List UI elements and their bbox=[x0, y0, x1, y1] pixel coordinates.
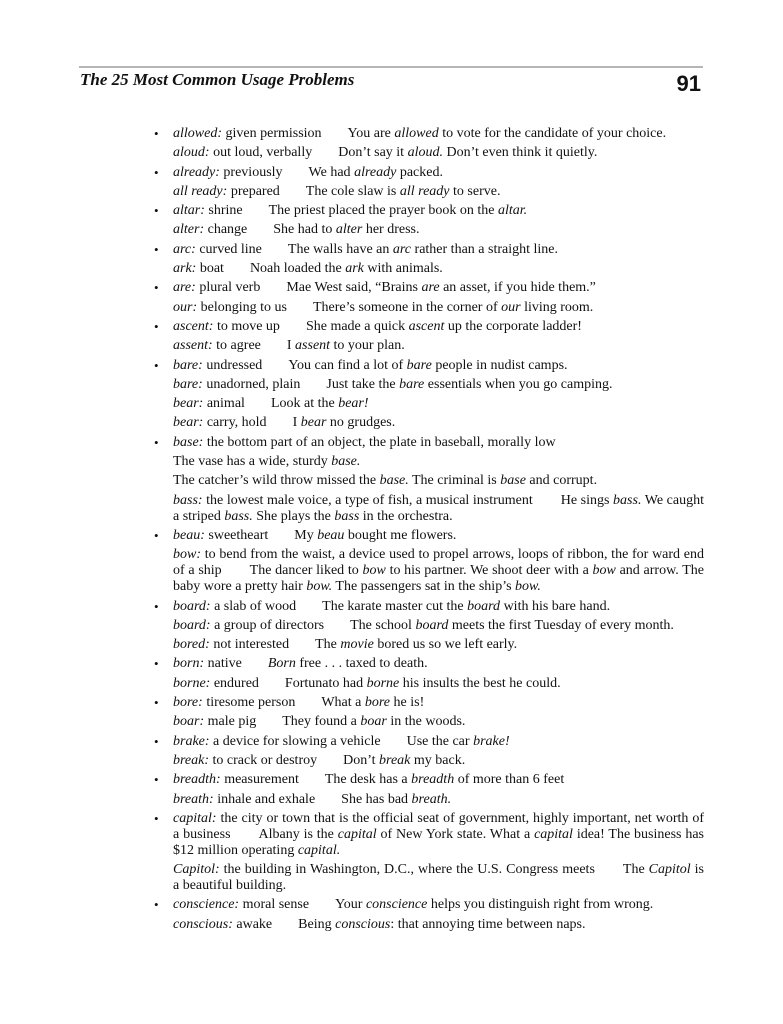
term: bare: bbox=[173, 376, 203, 392]
definition: native bbox=[204, 656, 242, 672]
example: The school board meets the first Tuesday of every month. bbox=[350, 617, 674, 633]
term: breadth: bbox=[173, 772, 221, 788]
example: The karate master cut the board with his bare hand. bbox=[322, 598, 611, 614]
example: They found a boar in the woods. bbox=[282, 714, 466, 730]
list-item bbox=[173, 377, 704, 396]
example: Just take the bare essentials when you go camping. bbox=[326, 376, 613, 392]
term: are: bbox=[173, 280, 196, 296]
list-item bbox=[173, 473, 704, 492]
definition: endured bbox=[210, 675, 259, 691]
example: Being conscious: that annoying time between naps. bbox=[298, 916, 586, 932]
definition: tiresome person bbox=[202, 695, 296, 711]
example: Fortunato had borne his insults the best he could. bbox=[284, 675, 561, 691]
term: board: bbox=[173, 617, 211, 633]
list-item bbox=[173, 772, 704, 791]
list-item: • capital: the city or town that is the official seat of government, highly important, net worth of a business Albany is the capital of New York state. What a capital idea! The business has $12 million operating capital. bbox=[173, 811, 704, 859]
definition: boat bbox=[196, 261, 224, 277]
list-item bbox=[173, 415, 704, 434]
example: Use the car brake! bbox=[406, 733, 510, 749]
list-item bbox=[173, 203, 704, 222]
list-item bbox=[173, 792, 704, 811]
list-item bbox=[173, 145, 704, 164]
example: The catcher’s wild throw missed the base. The criminal is base and corrupt. bbox=[173, 473, 598, 489]
definition: curved line bbox=[195, 241, 262, 257]
term: brake: bbox=[173, 733, 210, 749]
definition: a group of directors bbox=[210, 617, 325, 633]
term: breath: bbox=[173, 791, 214, 807]
example: We had already packed. bbox=[308, 164, 443, 180]
term: our: bbox=[173, 299, 198, 315]
list-item bbox=[173, 528, 704, 547]
term: bow: bbox=[173, 547, 201, 563]
example: Mae West said, “Brains are an asset, if you hide them.” bbox=[286, 280, 596, 296]
term: allowed: bbox=[173, 126, 222, 141]
definition: inhale and exhale bbox=[213, 791, 316, 807]
example: The cole slaw is all ready to serve. bbox=[305, 183, 501, 199]
definition: a device for slowing a vehicle bbox=[209, 733, 381, 749]
list-item: bow: to bend from the waist, a device used to propel arrows, loops of ribbon, the for ward end of a ship The dancer liked to bow to his partner. We shoot deer with a bow and arrow. The baby wore a pretty hair bow. The passengers sat in the ship’s bow. bbox=[173, 547, 705, 595]
list-item bbox=[173, 126, 704, 145]
term: Capitol: bbox=[173, 862, 220, 878]
example: The vase has a wide, sturdy base. bbox=[173, 454, 361, 470]
list-item bbox=[173, 396, 704, 415]
term: bass: bbox=[173, 492, 203, 508]
definition: prepared bbox=[227, 183, 280, 199]
definition: male pig bbox=[204, 714, 257, 730]
list-item: Capitol: the building in Washington, D.C., where the U.S. Congress meets The Capitol is a beautiful building. bbox=[173, 862, 704, 894]
list-item bbox=[173, 280, 704, 299]
term: already: bbox=[173, 164, 220, 180]
definition: unadorned, plain bbox=[202, 376, 301, 392]
term: all ready: bbox=[173, 183, 228, 199]
list-item bbox=[173, 319, 704, 338]
example: She made a quick ascent up the corporate ladder! bbox=[305, 318, 582, 334]
example: You are allowed to vote for the candidate of your choice. bbox=[347, 126, 667, 141]
example: My beau bought me flowers. bbox=[294, 527, 457, 543]
term: assent: bbox=[173, 338, 213, 354]
list-item bbox=[173, 599, 704, 618]
list-item bbox=[173, 300, 704, 319]
definition: to bend from the waist, a device used to propel arrows, loops of ribbon, the for ward end of a ship The dancer liked to bbox=[173, 547, 704, 579]
definition: measurement bbox=[220, 772, 299, 788]
term: boar: bbox=[173, 714, 205, 730]
definition: plural verb bbox=[195, 280, 261, 296]
example: Don’t break my back. bbox=[343, 752, 466, 768]
example: Look at the bear! bbox=[270, 396, 369, 412]
definition: change bbox=[204, 222, 248, 238]
example: She had to alter her dress. bbox=[273, 222, 420, 238]
list-item bbox=[173, 261, 704, 280]
term: board: bbox=[173, 598, 211, 614]
definition: carry, hold bbox=[203, 415, 267, 431]
term: capital: bbox=[173, 810, 217, 826]
list-item bbox=[173, 184, 704, 203]
list-item bbox=[173, 618, 704, 637]
term: borne: bbox=[173, 675, 211, 691]
definition: not interested bbox=[209, 637, 290, 653]
definition: to move up bbox=[213, 318, 280, 334]
term: bore: bbox=[173, 695, 203, 711]
example: Don’t say it aloud. Don’t even think it quietly. bbox=[338, 145, 598, 161]
list-item: bass: the lowest male voice, a type of fish, a musical instrument He sings bass. We caught a striped bass. She plays the bass in the orchestra. bbox=[173, 492, 704, 524]
example: The movie bored us so we left early. bbox=[315, 637, 518, 653]
example: I bear no grudges. bbox=[292, 415, 396, 431]
example: Your conscience helps you distinguish right from wrong. bbox=[335, 897, 654, 913]
definition: sweetheart bbox=[204, 527, 269, 543]
example: Born free . . . taxed to death. bbox=[267, 656, 428, 672]
list-item bbox=[173, 338, 704, 357]
definition: given permission bbox=[222, 126, 322, 141]
page-number: 91 bbox=[676, 71, 701, 96]
chapter-title: The 25 Most Common Usage Problems bbox=[80, 70, 355, 89]
example: The priest placed the prayer book on the altar. bbox=[268, 203, 528, 219]
term: altar: bbox=[173, 203, 205, 219]
list-item bbox=[173, 358, 704, 377]
definition: to crack or destroy bbox=[209, 752, 318, 768]
definition: the bottom part of an object, the plate in baseball, morally low bbox=[203, 434, 556, 450]
list-item bbox=[173, 714, 704, 733]
list-item bbox=[173, 676, 704, 695]
term: bare: bbox=[173, 357, 203, 373]
term: aloud: bbox=[173, 145, 210, 161]
list-item bbox=[173, 454, 704, 473]
example: Noah loaded the ark with animals. bbox=[249, 261, 443, 277]
list-item bbox=[173, 435, 704, 454]
term: bored: bbox=[173, 637, 210, 653]
example: You can find a lot of bare people in nudist camps. bbox=[288, 357, 568, 373]
term: arc: bbox=[173, 241, 196, 257]
definition: previously bbox=[219, 164, 283, 180]
list-item bbox=[173, 165, 704, 184]
definition: the city or town that is the official seat of government, highly important, net worth of a business Albany is the bbox=[173, 810, 704, 842]
definition: the building in Washington, D.C., where the U.S. Congress meets The bbox=[219, 862, 649, 878]
definition: animal bbox=[203, 396, 245, 412]
header-rule bbox=[79, 66, 703, 68]
list-item bbox=[173, 242, 704, 261]
example: The desk has a breadth of more than 6 feet bbox=[324, 772, 565, 788]
term: born: bbox=[173, 656, 205, 672]
list-item bbox=[173, 695, 704, 714]
term: bear: bbox=[173, 396, 204, 412]
example: I assent to your plan. bbox=[286, 338, 405, 354]
list-item bbox=[173, 656, 704, 675]
term: base: bbox=[173, 434, 204, 450]
example: What a bore he is! bbox=[321, 695, 425, 711]
definition: shrine bbox=[204, 203, 243, 219]
definition: a slab of wood bbox=[210, 598, 297, 614]
list-item bbox=[173, 897, 704, 916]
definition: awake bbox=[232, 916, 273, 932]
definition: belonging to us bbox=[197, 299, 287, 315]
definition: out loud, verbally bbox=[209, 145, 313, 161]
term: alter: bbox=[173, 222, 205, 238]
definition: to agree bbox=[212, 338, 261, 354]
example: She has bad breath. bbox=[341, 791, 452, 807]
term: bear: bbox=[173, 415, 204, 431]
term: conscience: bbox=[173, 897, 240, 913]
term: conscious: bbox=[173, 916, 233, 932]
usage-list bbox=[173, 126, 704, 936]
definition: undressed bbox=[202, 357, 263, 373]
example: There’s someone in the corner of our living room. bbox=[312, 299, 594, 315]
example: The walls have an arc rather than a straight line. bbox=[287, 241, 558, 257]
term: break: bbox=[173, 752, 210, 768]
definition: the lowest male voice, a type of fish, a musical instrument He sings bbox=[202, 492, 614, 508]
list-item bbox=[173, 222, 704, 241]
list-item bbox=[173, 917, 704, 936]
definition: moral sense bbox=[239, 897, 310, 913]
term: ark: bbox=[173, 261, 197, 277]
term: ascent: bbox=[173, 318, 214, 334]
list-item bbox=[173, 637, 704, 656]
term: beau: bbox=[173, 527, 205, 543]
list-item bbox=[173, 734, 704, 753]
list-item bbox=[173, 753, 704, 772]
